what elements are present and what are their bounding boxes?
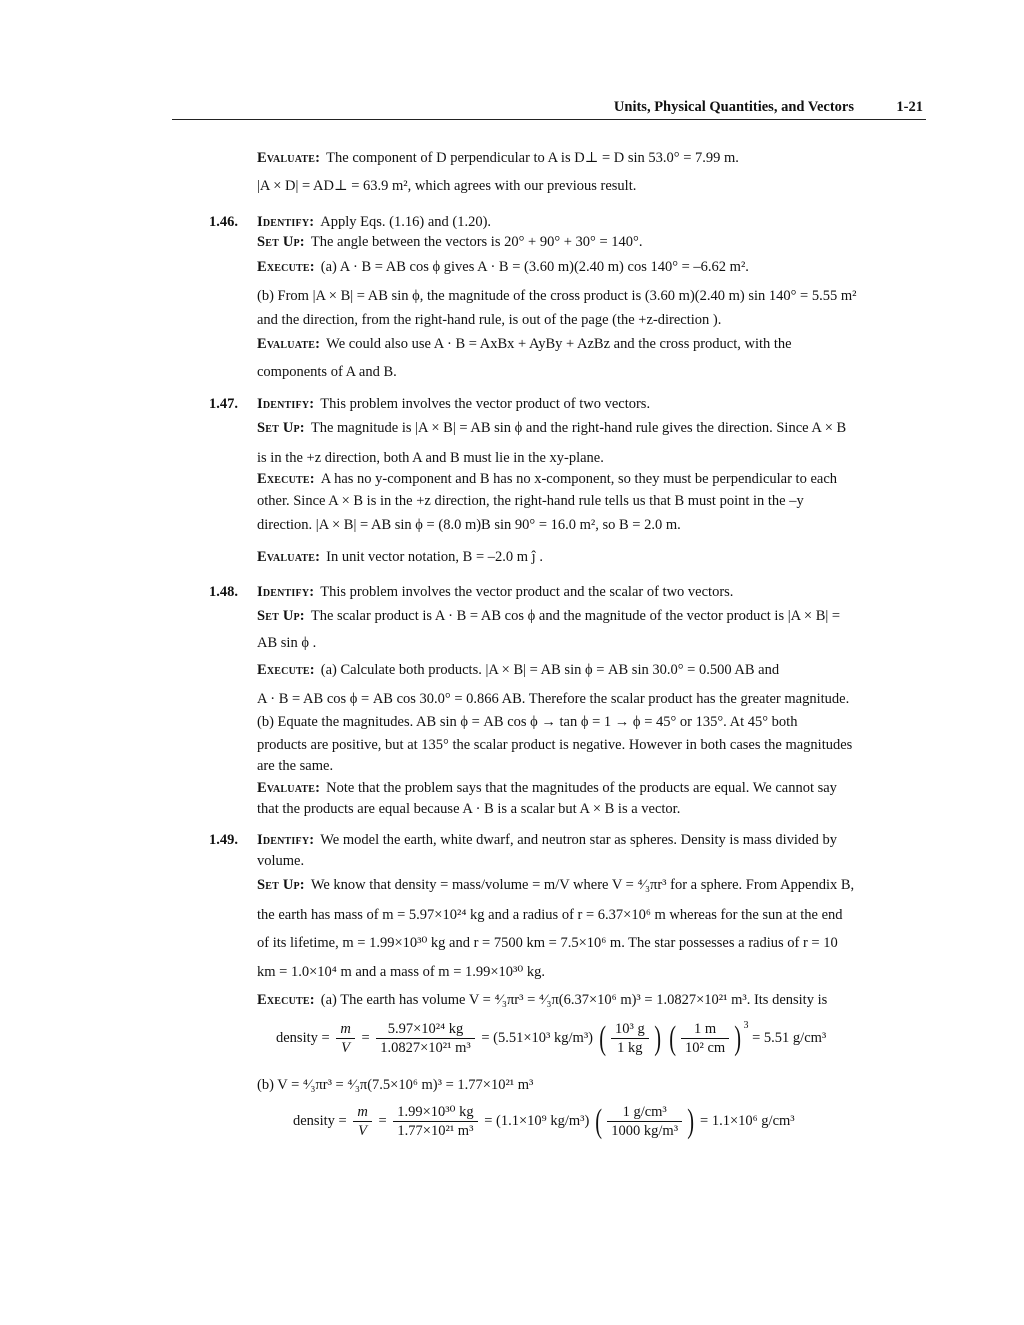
line-text: We know that density = mass/volume = m/V where V = ⁴⁄₃πr³ for a sphere. From Appendix B, [310,877,855,893]
label-setup: Set Up: [257,420,305,436]
eq-rhs: = 1.1×10⁶ g/cm³ [700,1112,795,1129]
line-text: We model the earth, white dwarf, and neutron star as spheres. Density is mass divided by [320,832,837,848]
denominator: 1 kg [617,1040,643,1056]
label-execute: Execute: [257,662,315,678]
label-evaluate: Evaluate: [257,336,321,352]
numerator: 1 g/cm³ [607,1103,682,1122]
text-line [257,234,642,251]
text-line [257,150,739,167]
denominator: 10² cm [684,1040,726,1056]
page-header [172,99,926,120]
line-text: (a) The earth has volume V = ⁴⁄₃πr³ = ⁴⁄₃π(6.37×10⁶ m)³ = 1.0827×10²¹ m³. Its density is [320,992,828,1008]
density-equation-b [293,1103,795,1140]
text-line: direction. |A × B| = AB sin ϕ = (8.0 m)B sin 90° = 16.0 m², so B = 2.0 m. [257,517,681,533]
line-text: The component of D perpendicular to A is D⊥ = D sin 53.0° = 7.99 m. [326,150,739,166]
label-identify: Identify: [257,396,315,412]
problem-number: 1.48. [209,584,238,600]
line-text: We could also use A · B = AxBx + AyBy + AzBz and the cross product, with the [326,336,792,352]
text-line [257,832,837,849]
numerator: m [353,1103,371,1122]
label-identify: Identify: [257,214,315,230]
text-line: is in the +z direction, both A and B must lie in the xy-plane. [257,450,604,466]
label-execute: Execute: [257,992,315,1008]
denominator: V [358,1123,367,1139]
label-setup: Set Up: [257,877,305,893]
text-line [257,877,854,894]
label-execute: Execute: [257,471,315,487]
numerator: 1 m [681,1020,729,1039]
text-line [257,608,840,625]
text-line: |A × D| = AD⊥ = 63.9 m², which agrees with our previous result. [257,178,637,194]
label-setup: Set Up: [257,608,305,624]
numerator: 1.99×10³⁰ kg [393,1103,477,1122]
text-line [257,549,543,566]
right-paren: ) [734,1019,742,1057]
text-line: (b) V = ⁴⁄₃πr³ = ⁴⁄₃π(7.5×10⁶ m)³ = 1.77×10²¹ m³ [257,1077,534,1093]
text-line [257,396,650,413]
line-text: The angle between the vectors is 20° + 90° + 30° = 140°. [310,234,643,250]
denominator: 1.0827×10²¹ m³ [380,1040,471,1056]
fraction [611,1020,649,1057]
text-line: products are positive, but at 135° the scalar product is negative. However in both cases the magnitudes [257,737,853,753]
text-line [257,336,792,353]
text-line: (b) Equate the magnitudes. AB sin ϕ = AB cos ϕ → tan ϕ = 1 → ϕ = 45° or 135°. At 45° both [257,714,798,730]
problem-number: 1.46. [209,214,238,230]
text-line: other. Since A × B is in the +z direction, the right-hand rule tells us that B must point in the –y [257,493,804,509]
text-line: (b) From |A × B| = AB sin ϕ, the magnitude of the cross product is (3.60 m)(2.40 m) sin 140° = 5.55 m² [257,288,857,304]
eq-mid: = (5.51×10³ kg/m³) [481,1029,594,1046]
header-title: Units, Physical Quantities, and Vectors [613,99,854,115]
line-text: This problem involves the vector product of two vectors. [320,396,651,412]
eq-rhs: = 5.51 g/cm³ [752,1029,827,1046]
label-identify: Identify: [257,584,315,600]
line-text: (a) Calculate both products. |A × B| = AB sin ϕ = AB sin 30.0° = 0.500 AB and [320,662,780,678]
fraction [393,1103,477,1140]
line-text: (a) A · B = AB cos ϕ gives A · B = (3.60 m)(2.40 m) cos 140° = –6.62 m². [320,259,749,275]
page-number: 1-21 [896,99,923,115]
text-line: components of A and B. [257,364,397,380]
text-line [257,259,749,276]
text-line: are the same. [257,758,334,774]
line-text: This problem involves the vector product and the scalar of two vectors. [320,584,734,600]
text-line [257,471,837,488]
text-line: km = 1.0×10⁴ m and a mass of m = 1.99×10³⁰ kg. [257,964,545,980]
text-line [257,420,846,437]
line-text: The scalar product is A · B = AB cos ϕ and the magnitude of the vector product is |A × B| = [310,608,841,624]
text-line [257,584,733,601]
text-line [257,780,837,797]
equals: = [361,1029,370,1046]
fraction [353,1103,371,1140]
label-identify: Identify: [257,832,315,848]
problem-number: 1.47. [209,396,238,412]
left-paren: ( [668,1019,676,1057]
left-paren: ( [595,1102,603,1140]
line-text: The magnitude is |A × B| = AB sin ϕ and the right-hand rule gives the direction. Since A × B [310,420,847,436]
numerator: 10³ g [611,1020,649,1039]
text-line [257,214,491,231]
eq-lhs: density = [293,1112,347,1129]
line-text: A has no y-component and B has no x-component, so they must be perpendicular to each [320,471,838,487]
cube-exponent: 3 [743,1020,749,1031]
label-execute: Execute: [257,259,315,275]
eq-mid: = (1.1×10⁹ kg/m³) [484,1112,590,1129]
denominator: 1000 kg/m³ [611,1123,679,1139]
text-line: A · B = AB cos ϕ = AB cos 30.0° = 0.866 AB. Therefore the scalar product has the greater magnitude. [257,691,850,707]
text-line: of its lifetime, m = 1.99×10³⁰ kg and r = 7500 km = 7.5×10⁶ m. The star possesses a radius of r = 10 [257,935,838,951]
problem-number: 1.49. [209,832,238,848]
fraction [607,1103,682,1140]
label-evaluate: Evaluate: [257,549,321,565]
fraction [376,1020,475,1057]
label-evaluate: Evaluate: [257,150,321,166]
numerator: 5.97×10²⁴ kg [376,1020,475,1039]
denominator: 1.77×10²¹ m³ [397,1123,474,1139]
line-text: In unit vector notation, B = –2.0 m ĵ . [326,549,543,565]
right-paren: ) [653,1019,661,1057]
text-line: the earth has mass of m = 5.97×10²⁴ kg and a radius of r = 6.37×10⁶ m whereas for the sun at the end [257,907,843,923]
fraction [336,1020,354,1057]
fraction [681,1020,729,1057]
text-line: that the products are equal because A · B is a scalar but A × B is a vector. [257,801,681,817]
label-setup: Set Up: [257,234,305,250]
eq-lhs: density = [276,1029,330,1046]
numerator: m [336,1020,354,1039]
right-paren: ) [687,1102,695,1140]
text-line: volume. [257,853,305,869]
text-line: and the direction, from the right-hand rule, is out of the page (the +z-direction ). [257,312,722,328]
text-line [257,992,827,1009]
line-text: Apply Eqs. (1.16) and (1.20). [320,214,492,230]
left-paren: ( [598,1019,606,1057]
text-line [257,662,779,679]
density-equation-a [276,1020,826,1057]
label-evaluate: Evaluate: [257,780,321,796]
equals: = [378,1112,387,1129]
text-line: AB sin ϕ . [257,635,317,651]
line-text: Note that the problem says that the magnitudes of the products are equal. We cannot say [326,780,837,796]
denominator: V [341,1040,350,1056]
